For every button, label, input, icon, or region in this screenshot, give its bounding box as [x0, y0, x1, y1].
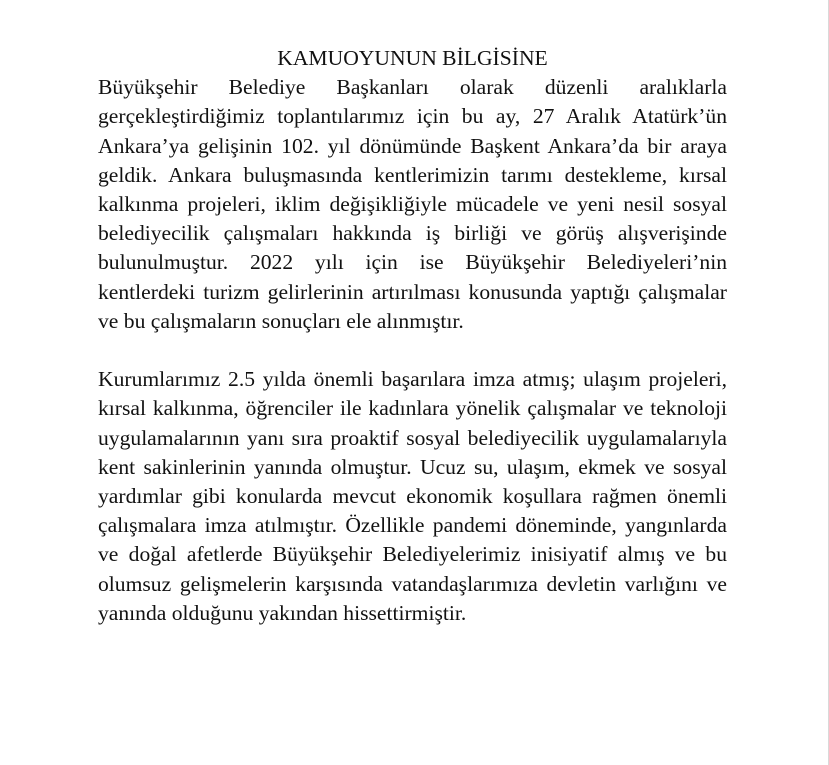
- paragraph-1: Büyükşehir Belediye Başkanları olarak düzenli aralıklarla gerçekleştirdiğimiz toplantılarımız için bu ay, 27 Aralık Atatürk’ün Ankara’ya gelişinin 102. yıl dönümünde Başkent Ankara’da bir araya geldik. Ankara buluşmasında kentlerimizin tarımı destekleme, kırsal kalkınma projeleri, iklim değişikliğiyle mücadele ve yeni nesil sosyal belediyecilik çalışmaları hakkında iş birliği ve görüş alışverişinde bulunulmuştur. 2022 yılı için ise Büyükşehir Belediyeleri’nin kentlerdeki turizm gelirlerinin artırılması konusunda yaptığı çalışmalar ve bu çalışmaların sonuçları ele alınmıştır.: [98, 75, 727, 333]
- document-body: [98, 44, 727, 628]
- paragraph-2: Kurumlarımız 2.5 yılda önemli başarılara imza atmış; ulaşım projeleri, kırsal kalkınma, öğrenciler ile kadınlara yönelik çalışmalar ve teknoloji uygulamalarının yanı sıra proaktif sosyal belediyecilik uygulamalarıyla kent sakinlerinin yanında olmuştur. Ucuz su, ulaşım, ekmek ve sosyal yardımlar gibi konularda mevcut ekonomik koşullara rağmen önemli çalışmalara imza atılmıştır. Özellikle pandemi döneminde, yangınlarda ve doğal afetlerde Büyükşehir Belediyelerimiz inisiyatif almış ve bu olumsuz gelişmelerin karşısında vatandaşlarımıza devletin varlığını ve yanında olduğunu yakından hissettirmiştir.: [98, 367, 727, 625]
- document-title: KAMUOYUNUN BİLGİSİNE: [277, 46, 548, 70]
- paragraph-spacer: [98, 336, 727, 365]
